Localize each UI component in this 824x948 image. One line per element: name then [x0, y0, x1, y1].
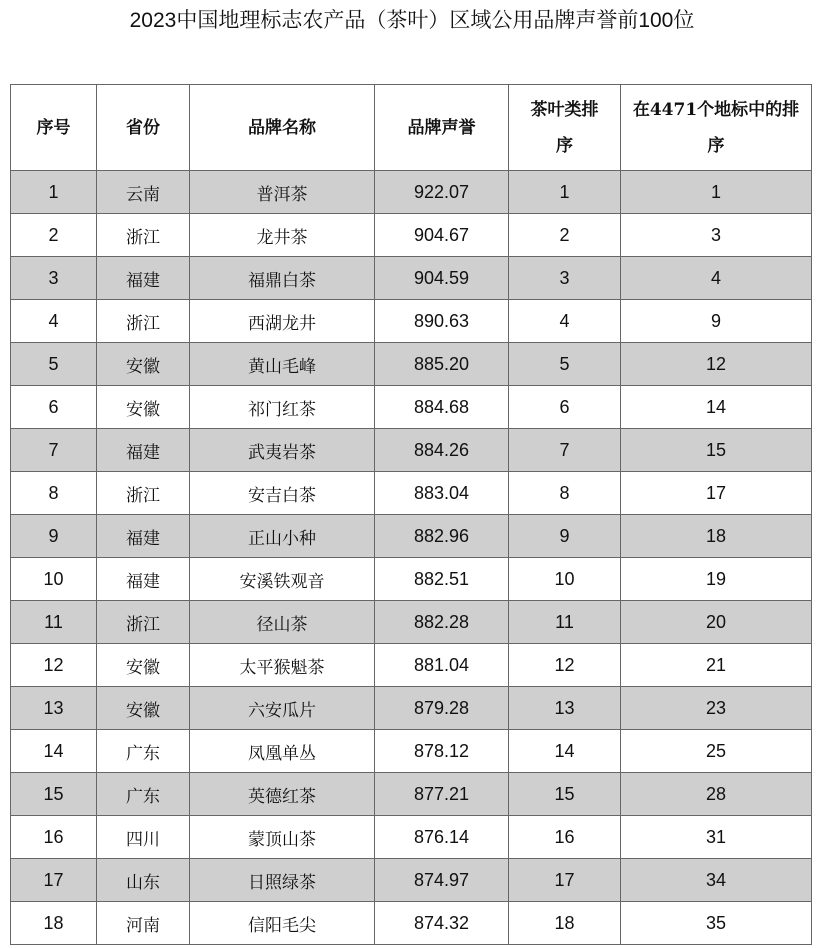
cell-brand: 凤凰单丛	[190, 730, 375, 773]
cell-province: 福建	[97, 257, 190, 300]
cell-overall-rank: 35	[621, 902, 812, 945]
cell-reputation: 877.21	[375, 773, 509, 816]
cell-tea-rank: 15	[509, 773, 621, 816]
table-row	[11, 558, 812, 601]
table-row	[11, 859, 812, 902]
cell-index: 4	[11, 300, 97, 343]
cell-brand: 普洱茶	[190, 171, 375, 214]
cell-tea-rank: 8	[509, 472, 621, 515]
table-body	[11, 171, 812, 945]
cell-tea-rank: 11	[509, 601, 621, 644]
cell-tea-rank: 14	[509, 730, 621, 773]
cell-overall-rank: 4	[621, 257, 812, 300]
cell-tea-rank: 3	[509, 257, 621, 300]
cell-overall-rank: 20	[621, 601, 812, 644]
table-row	[11, 214, 812, 257]
cell-tea-rank: 18	[509, 902, 621, 945]
cell-province: 广东	[97, 730, 190, 773]
cell-overall-rank: 15	[621, 429, 812, 472]
cell-overall-rank: 3	[621, 214, 812, 257]
cell-index: 12	[11, 644, 97, 687]
cell-index: 17	[11, 859, 97, 902]
cell-overall-rank: 14	[621, 386, 812, 429]
cell-brand: 太平猴魁茶	[190, 644, 375, 687]
cell-reputation: 881.04	[375, 644, 509, 687]
table-row	[11, 773, 812, 816]
cell-overall-rank: 12	[621, 343, 812, 386]
cell-brand: 福鼎白茶	[190, 257, 375, 300]
cell-overall-rank: 9	[621, 300, 812, 343]
table-row	[11, 472, 812, 515]
cell-province: 福建	[97, 515, 190, 558]
cell-brand: 日照绿茶	[190, 859, 375, 902]
cell-overall-rank: 25	[621, 730, 812, 773]
cell-province: 安徽	[97, 644, 190, 687]
table-header-row	[11, 85, 812, 171]
header-reputation: 品牌声誉	[375, 85, 509, 171]
cell-brand: 安溪铁观音	[190, 558, 375, 601]
cell-tea-rank: 13	[509, 687, 621, 730]
cell-tea-rank: 16	[509, 816, 621, 859]
cell-reputation: 904.67	[375, 214, 509, 257]
cell-brand: 六安瓜片	[190, 687, 375, 730]
cell-index: 13	[11, 687, 97, 730]
cell-brand: 信阳毛尖	[190, 902, 375, 945]
cell-province: 浙江	[97, 472, 190, 515]
cell-index: 11	[11, 601, 97, 644]
cell-tea-rank: 5	[509, 343, 621, 386]
cell-index: 10	[11, 558, 97, 601]
cell-brand: 正山小种	[190, 515, 375, 558]
cell-index: 18	[11, 902, 97, 945]
cell-tea-rank: 7	[509, 429, 621, 472]
cell-brand: 蒙顶山茶	[190, 816, 375, 859]
header-tea-rank: 茶叶类排序	[509, 85, 621, 171]
cell-index: 3	[11, 257, 97, 300]
cell-overall-rank: 23	[621, 687, 812, 730]
brand-ranking-table	[10, 84, 812, 945]
cell-province: 浙江	[97, 601, 190, 644]
cell-province: 福建	[97, 429, 190, 472]
cell-brand: 黄山毛峰	[190, 343, 375, 386]
cell-province: 浙江	[97, 300, 190, 343]
page-title: 2023中国地理标志农产品（茶叶）区域公用品牌声誉前100位	[129, 9, 695, 32]
cell-reputation: 879.28	[375, 687, 509, 730]
cell-index: 14	[11, 730, 97, 773]
cell-index: 15	[11, 773, 97, 816]
header-overall-rank: 在4471个地标中的排序	[621, 85, 812, 171]
cell-tea-rank: 9	[509, 515, 621, 558]
cell-index: 7	[11, 429, 97, 472]
table-row	[11, 343, 812, 386]
cell-province: 安徽	[97, 343, 190, 386]
cell-overall-rank: 21	[621, 644, 812, 687]
cell-reputation: 890.63	[375, 300, 509, 343]
table-row	[11, 816, 812, 859]
cell-province: 云南	[97, 171, 190, 214]
cell-reputation: 876.14	[375, 816, 509, 859]
cell-overall-rank: 34	[621, 859, 812, 902]
cell-reputation: 883.04	[375, 472, 509, 515]
cell-province: 安徽	[97, 687, 190, 730]
cell-overall-rank: 28	[621, 773, 812, 816]
header-province: 省份	[97, 85, 190, 171]
cell-province: 四川	[97, 816, 190, 859]
table-row	[11, 902, 812, 945]
table-row	[11, 515, 812, 558]
cell-index: 6	[11, 386, 97, 429]
cell-tea-rank: 2	[509, 214, 621, 257]
cell-province: 广东	[97, 773, 190, 816]
cell-index: 1	[11, 171, 97, 214]
cell-brand: 安吉白茶	[190, 472, 375, 515]
cell-reputation: 878.12	[375, 730, 509, 773]
table-row	[11, 171, 812, 214]
table-row	[11, 429, 812, 472]
cell-brand: 祁门红茶	[190, 386, 375, 429]
cell-index: 5	[11, 343, 97, 386]
cell-reputation: 874.32	[375, 902, 509, 945]
header-brand: 品牌名称	[190, 85, 375, 171]
cell-reputation: 882.28	[375, 601, 509, 644]
table-row	[11, 386, 812, 429]
cell-brand: 径山茶	[190, 601, 375, 644]
cell-overall-rank: 18	[621, 515, 812, 558]
cell-reputation: 874.97	[375, 859, 509, 902]
cell-province: 山东	[97, 859, 190, 902]
table-row	[11, 257, 812, 300]
cell-index: 8	[11, 472, 97, 515]
cell-overall-rank: 17	[621, 472, 812, 515]
cell-brand: 英德红茶	[190, 773, 375, 816]
cell-brand: 龙井茶	[190, 214, 375, 257]
cell-reputation: 904.59	[375, 257, 509, 300]
cell-overall-rank: 19	[621, 558, 812, 601]
table-row	[11, 687, 812, 730]
cell-province: 福建	[97, 558, 190, 601]
cell-reputation: 882.96	[375, 515, 509, 558]
cell-brand: 西湖龙井	[190, 300, 375, 343]
cell-tea-rank: 1	[509, 171, 621, 214]
cell-tea-rank: 17	[509, 859, 621, 902]
cell-overall-rank: 31	[621, 816, 812, 859]
cell-tea-rank: 12	[509, 644, 621, 687]
cell-reputation: 922.07	[375, 171, 509, 214]
cell-brand: 武夷岩茶	[190, 429, 375, 472]
cell-province: 浙江	[97, 214, 190, 257]
header-index: 序号	[11, 85, 97, 171]
cell-reputation: 885.20	[375, 343, 509, 386]
table-row	[11, 644, 812, 687]
table-row	[11, 300, 812, 343]
cell-index: 9	[11, 515, 97, 558]
table-row	[11, 601, 812, 644]
cell-province: 河南	[97, 902, 190, 945]
cell-tea-rank: 4	[509, 300, 621, 343]
cell-reputation: 884.68	[375, 386, 509, 429]
cell-tea-rank: 6	[509, 386, 621, 429]
cell-province: 安徽	[97, 386, 190, 429]
table-row	[11, 730, 812, 773]
cell-reputation: 882.51	[375, 558, 509, 601]
cell-tea-rank: 10	[509, 558, 621, 601]
cell-overall-rank: 1	[621, 171, 812, 214]
cell-index: 16	[11, 816, 97, 859]
cell-index: 2	[11, 214, 97, 257]
cell-reputation: 884.26	[375, 429, 509, 472]
